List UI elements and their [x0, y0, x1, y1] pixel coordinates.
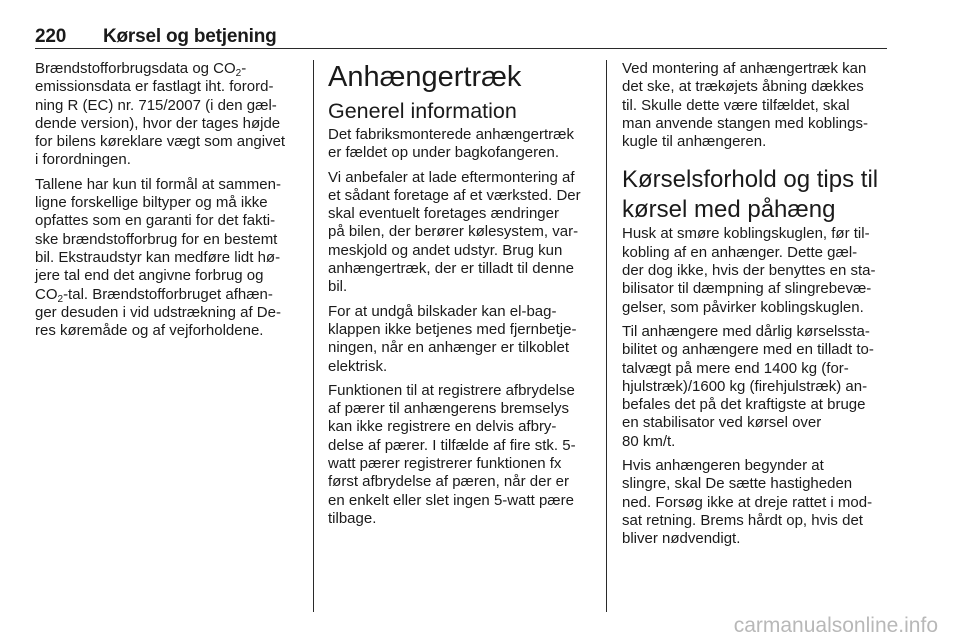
text-line: til. Skulle dette være tilfældet, skal — [622, 96, 850, 114]
paragraph — [622, 323, 888, 451]
text-line: skal eventuelt foretages ændringer — [328, 205, 559, 223]
text-line: et sådant foretage af et værksted. Der — [328, 186, 581, 204]
paragraph — [622, 60, 888, 151]
text-line: ger desuden i vid udstrækning af De- — [35, 303, 281, 321]
text-line: Funktionen til at registrere afbrydelse — [328, 381, 575, 399]
text-line: elektrisk. — [328, 357, 388, 375]
page-number: 220 — [35, 26, 67, 47]
text-line: Husk at smøre koblingskuglen, før til- — [622, 225, 870, 243]
text-line: på bilen, der berører kølesystem, var- — [328, 223, 579, 241]
text-line: bil. — [328, 278, 348, 296]
text-line: watt pærer registrerer funktionen fx — [328, 455, 562, 473]
text-line: gelser, som påvirker koblingskuglen. — [622, 298, 864, 316]
paragraph — [622, 457, 888, 548]
paragraph — [328, 303, 591, 376]
text-line: Hvis anhængeren begynder at — [622, 457, 824, 475]
text-line: det ske, at trækøjets åbning dækkes — [622, 78, 864, 96]
text-line: bilisator til dæmpning af slingrebevæ- — [622, 280, 872, 298]
text-line: Det fabriksmonterede anhængertræk — [328, 126, 574, 143]
subscript: 2 — [235, 68, 242, 79]
text-line: opfattes som en garanti for det fakti- — [35, 212, 276, 230]
column-2 — [328, 60, 591, 534]
text-line: Vi anbefaler at lade eftermontering af — [328, 168, 575, 186]
text-line: kan ikke registrere en delvis afbry- — [328, 418, 557, 436]
text-line: $CO_2$-tal. Brændstofforbruget afhæn- — [35, 285, 273, 305]
text-line: delse af pærer. I tilfælde af fire stk. 5- — [328, 436, 576, 454]
text-line: for bilens køreklare vægt som angivet — [35, 133, 286, 151]
paragraph — [622, 225, 888, 316]
text-line: klappen ikke betjenes med fjernbetje- — [328, 320, 577, 338]
subsection-title: Generel information — [328, 99, 517, 123]
section-title: Anhængertræk — [328, 61, 522, 93]
text-line: ske brændstofforbrug for en bestemt — [35, 230, 278, 248]
column-1 — [35, 60, 298, 346]
watermark: carmanualsonline.info — [733, 614, 938, 637]
text-line: For at undgå bilskader kan el-bag- — [328, 302, 557, 320]
text-line: først afbrydelse af pæren, når der er — [328, 473, 569, 491]
text-line: ned. Forsøg ikke at dreje rattet i mod- — [622, 493, 873, 511]
text-line: ning R (EC) nr. 715/2007 (i den gæl- — [35, 96, 277, 114]
text-line: slingre, skal De sætte hastigheden — [622, 475, 853, 493]
subscript: 2 — [57, 293, 64, 305]
text-line: tilbage. — [328, 509, 377, 527]
paragraph — [328, 169, 591, 297]
text-line: befales det på det kraftigste at bruge — [622, 396, 866, 414]
text-line: af pærer til anhængerens bremselys — [328, 400, 569, 418]
text-line: anhængertræk, der er tilladt til denne — [328, 260, 574, 278]
text-line: kugle til anhængeren. — [622, 133, 767, 151]
text-line: en stabilisator ved kørsel over — [622, 414, 822, 432]
header-rule — [35, 48, 887, 49]
column-divider — [313, 60, 314, 612]
text-line: bil. Ekstraudstyr kan medføre lidt hø- — [35, 248, 281, 266]
paragraph — [328, 126, 591, 163]
column-3 — [622, 60, 888, 555]
text-line: ningen, når en anhænger er tilkoblet — [328, 339, 569, 357]
column-divider — [606, 60, 607, 612]
text-line: Til anhængere med dårlig kørselssta- — [622, 322, 870, 340]
text-line: der dog ikke, hvis der benyttes en sta- — [622, 262, 876, 280]
text-line: res køremåde og af vejforholdene. — [35, 322, 264, 340]
paragraph-comparison — [35, 176, 298, 341]
text-line: er fældet op under bagkofangeren. — [328, 144, 559, 162]
text-line: Ved montering af anhængertræk kan — [622, 60, 867, 77]
chapter-title: Kørsel og betjening — [103, 26, 277, 47]
text-line: bliver nødvendigt. — [622, 530, 741, 548]
text-line: kobling af en anhænger. Dette gæl- — [622, 243, 858, 261]
text-line: sat retning. Brems hårdt op, hvis det — [622, 511, 863, 529]
text-line: kørsel med påhæng — [622, 196, 836, 224]
text-line: Brændstofforbrugsdata og $CO_2-$ — [35, 60, 247, 79]
text-line: talvægt på mere end 1400 kg (for- — [622, 359, 849, 377]
text-line: man anvende stangen med koblings- — [622, 114, 868, 132]
text-line: dende version), hvor der tages højde — [35, 114, 281, 132]
text-line: jere tal end det angivne forbrug og — [35, 267, 264, 285]
text-line: 80 km/t. — [622, 432, 676, 450]
text-line: Kørselsforhold og tips til — [622, 166, 879, 194]
text-line: en enkelt eller slet ingen 5-watt pære — [328, 491, 574, 509]
text-line: i forordningen. — [35, 151, 131, 169]
paragraph-emissions-data — [35, 60, 298, 170]
paragraph — [328, 382, 591, 528]
text-line: emissionsdata er fastlagt iht. forord- — [35, 78, 274, 96]
text-line: ligne forskellige biltyper og må ikke — [35, 194, 268, 212]
text-line: bilitet og anhængere med en tilladt to- — [622, 341, 874, 359]
text-line: Tallene har kun til formål at sammen- — [35, 175, 281, 193]
text-line: meskjold og andet udstyr. Brug kun — [328, 241, 563, 259]
text-line: hjulstræk)/1600 kg (firehjulstræk) an- — [622, 377, 868, 395]
subsection-title — [622, 165, 888, 225]
